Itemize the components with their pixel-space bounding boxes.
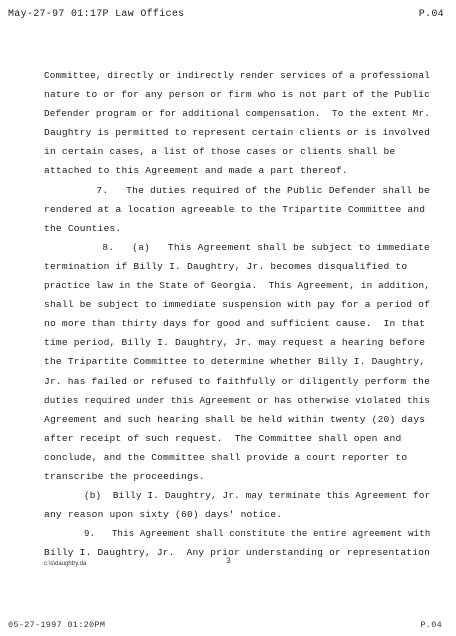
document-line [44, 333, 430, 352]
document-line [44, 505, 430, 524]
document-line [44, 410, 430, 429]
document-line-text: shall be subject to immediate suspension with pay for a period of [44, 299, 431, 311]
document-line-text: 7. The duties required of the Public Defender shall be [96, 184, 430, 196]
document-line-text: conclude, and the Committee shall provide a court reporter to [44, 451, 408, 463]
document-line-text: Agreement and such hearing shall be held within twenty (20) days [44, 413, 426, 425]
document-line-text: after receipt of such request. The Committee shall open and [44, 432, 402, 444]
document-line [44, 104, 430, 123]
document-line [44, 295, 430, 314]
document-line [44, 352, 430, 371]
document-body [44, 66, 430, 562]
document-line-text: Daughtry is permitted to represent certain clients or is involved [44, 127, 431, 139]
document-line-text: Billy I. Daughtry, Jr. Any prior understanding or representation [44, 547, 431, 559]
footer-filename: c:\s\daughtry.da [44, 561, 87, 567]
document-line [44, 486, 430, 505]
document-line-text: 9. This Agreement shall constitute the entire agreement with [84, 528, 431, 540]
document-line-text: attached to this Agreement and made a part thereof. [44, 165, 348, 177]
document-line-text: rendered at a location agreeable to the Tripartite Committee and [44, 203, 426, 215]
document-line-text: no more than thirty days for good and sufficient cause. In that [44, 318, 426, 330]
document-line-text: Defender program or for additional compensation. To the extent Mr. [44, 108, 430, 120]
document-line [44, 467, 430, 486]
document-line [44, 391, 430, 410]
document-line [44, 200, 430, 219]
document-line-text: Jr. has failed or refused to faithfully or diligently perform the [44, 375, 431, 387]
document-line [44, 181, 430, 200]
document-line [44, 276, 430, 295]
page-number: 3 [226, 557, 231, 566]
document-line [44, 543, 430, 562]
document-line-text: any reason upon sixty (60) days' notice. [44, 509, 283, 521]
document-line-text: 8. (a) This Agreement shall be subject to immediate [102, 241, 430, 253]
fax-footer-timestamp: 05-27-1997 01:20PM [8, 620, 106, 630]
document-line-text: practice law in the State of Georgia. This Agreement, in addition, [44, 280, 430, 292]
document-line [44, 142, 430, 161]
fax-footer [8, 620, 442, 632]
document-line [44, 372, 430, 391]
document-line-text: (b) Billy I. Daughtry, Jr. may terminate this Agreement for [84, 490, 431, 502]
document-line [44, 219, 430, 238]
fax-header-page: P.04 [418, 8, 444, 20]
fax-header [8, 7, 444, 21]
document-line-text: Committee, directly or indirectly render services of a professional [44, 70, 430, 81]
document-line [44, 85, 430, 104]
document-line-text: nature to or for any person or firm who is not part of the Public [44, 89, 431, 101]
document-line-text: time period, Billy I. Daughtry, Jr. may request a hearing before [44, 337, 426, 349]
document-line [44, 123, 430, 142]
document-line [44, 314, 430, 333]
document-line [44, 524, 430, 543]
document-line [44, 161, 430, 180]
document-line-text: transcribe the proceedings. [44, 470, 205, 482]
document-line-text: termination if Billy I. Daughtry, Jr. becomes disqualified to [44, 260, 408, 272]
document-line [44, 66, 430, 85]
fax-footer-page: P.04 [420, 620, 442, 630]
document-line-text: the Tripartite Committee to determine whether Billy I. Daughtry, [44, 356, 426, 368]
fax-header-sender: May-27-97 01:17P Law Offices [8, 8, 185, 20]
document-line [44, 429, 430, 448]
document-line-text: duties required under this Agreement or has otherwise violated this [44, 394, 430, 406]
document-line [44, 257, 430, 276]
document-line-text: in certain cases, a list of those cases or clients shall be [44, 146, 396, 158]
document-line [44, 448, 430, 467]
document-line-text: the Counties. [44, 222, 122, 234]
document-line [44, 238, 430, 257]
